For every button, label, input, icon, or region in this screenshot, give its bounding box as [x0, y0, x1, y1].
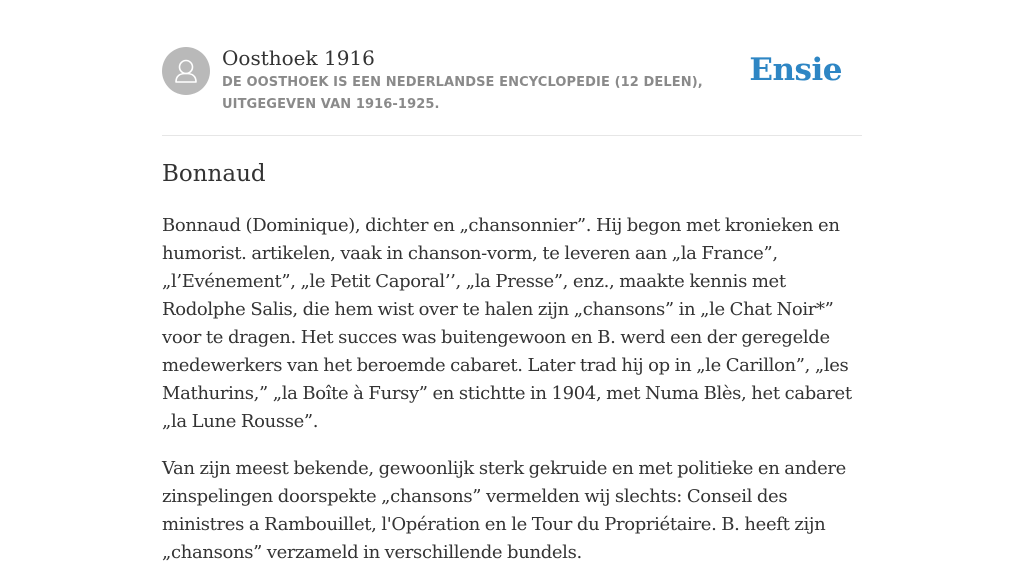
header-divider	[162, 135, 862, 136]
user-placeholder-icon	[162, 47, 210, 95]
article-body	[162, 212, 866, 586]
avatar[interactable]	[162, 47, 210, 95]
ensie-logo[interactable]: Ensie	[749, 52, 842, 88]
article-paragraph: Bonnaud (Dominique), dichter en „chansonnier”. Hij begon met kronieken en humorist. artikelen, vaak in chanson-vorm, te leveren aan „la France”, „l’Evénement”, „le Petit Caporal’’, „la Presse”, enz., maakte kennis met Rodolphe Salis, die hem wist over te halen zijn „chansons” in „le Chat Noir*” voor te dragen. Het succes was buitengewoon en B. werd een der geregelde medewerkers van het beroemde cabaret. Later trad hij op in „le Carillon”, „les Mathurins,” „la Boîte à Fursy” en stichtte in 1904, met Numa Blès, het cabaret „la Lune Rousse”.	[162, 215, 852, 432]
source-description: DE OOSTHOEK IS EEN NEDERLANDSE ENCYCLOPEDIE (12 DELEN), UITGEGEVEN VAN 1916-1925.	[222, 75, 703, 112]
article-title: Bonnaud	[162, 161, 266, 187]
source-header	[162, 46, 862, 136]
article-paragraph: Van zijn meest bekende, gewoonlijk sterk gekruide en met politieke en andere zinspelingen doorspekte „chansons” vermelden wij slechts: Conseil des ministres a Rambouillet, l'Opération en le Tour du Propriétaire. B. heeft zijn „chansons” verzameld in verschillende bundels.	[162, 458, 846, 563]
source-title-link[interactable]: Oosthoek 1916	[222, 46, 375, 70]
